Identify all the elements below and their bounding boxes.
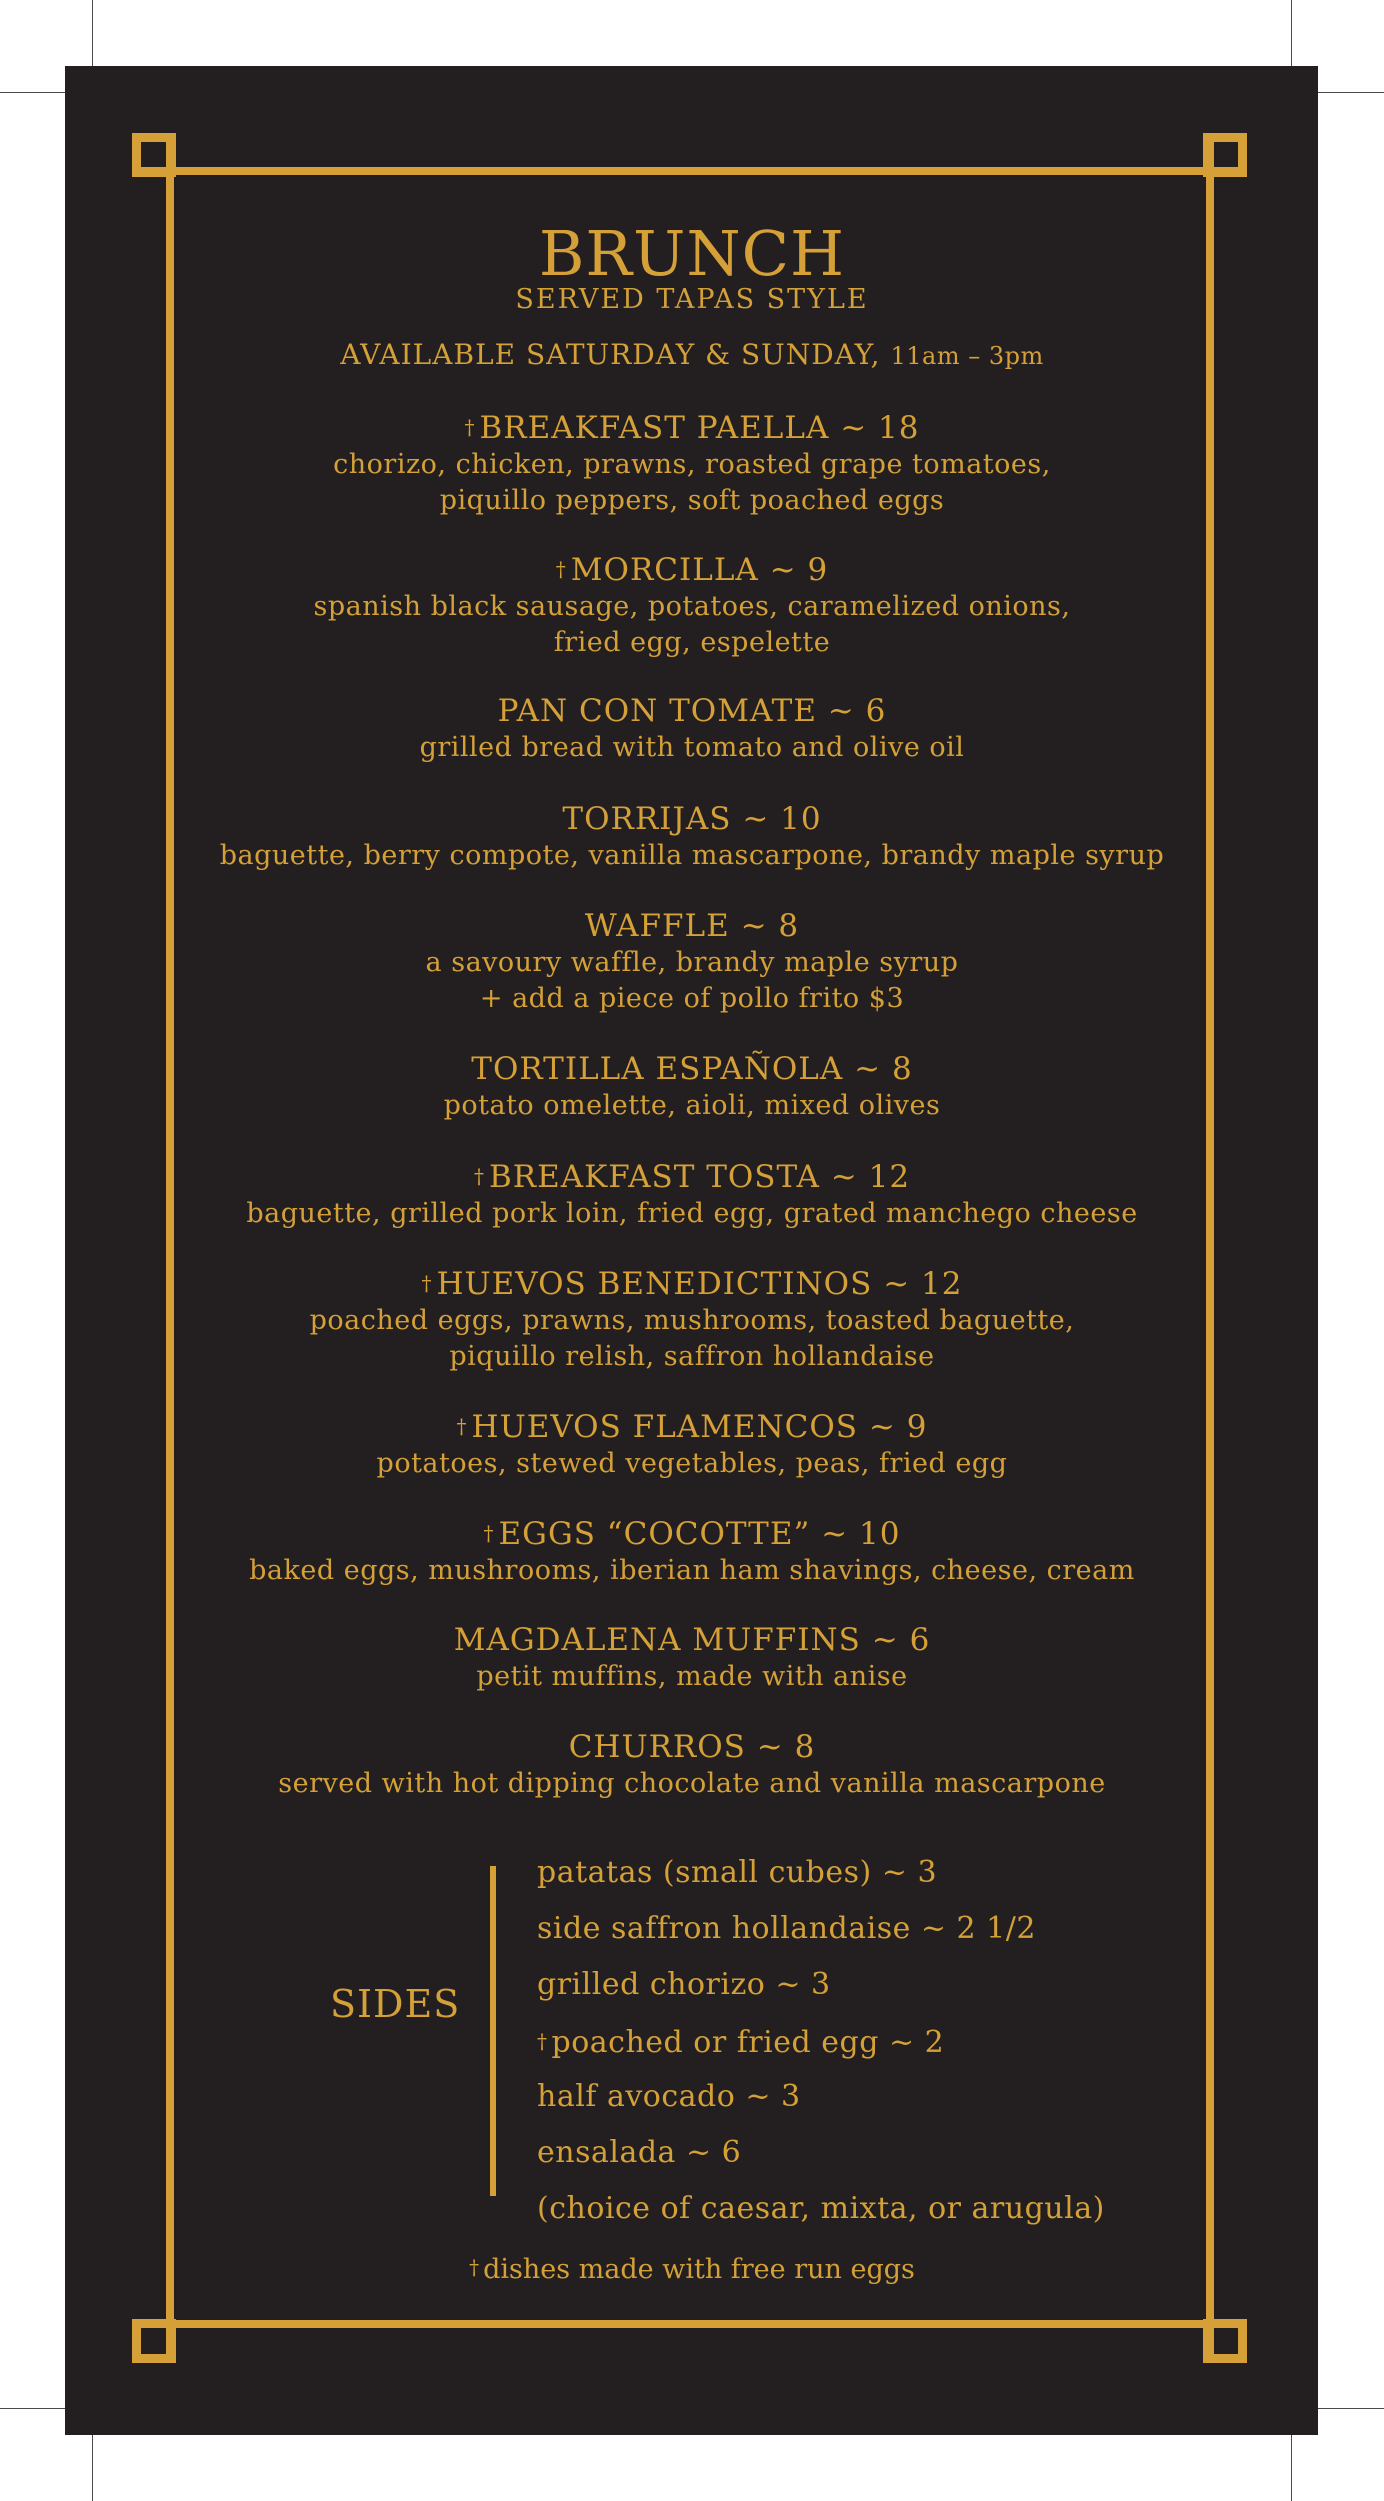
sides-label: SIDES <box>330 1982 461 2026</box>
menu-item <box>150 1514 1234 1589</box>
menu-item-description: potatoes, stewed vegetables, peas, fried egg <box>376 1448 1008 1479</box>
dagger-mark: † <box>469 2255 480 2279</box>
menu-item-title: CHURROS ~ 8 <box>568 1729 816 1765</box>
menu-item-name <box>150 408 1234 447</box>
crop-mark <box>1308 92 1384 93</box>
availability-hours: 11am – 3pm <box>890 342 1044 370</box>
side-item: patatas (small cubes) ~ 3 <box>537 1855 938 1890</box>
menu-item-name <box>150 1621 1234 1659</box>
menu-item-title: TORRIJAS ~ 10 <box>562 801 822 837</box>
menu-item <box>150 800 1234 874</box>
footnote-text: dishes made with free run eggs <box>483 2254 915 2285</box>
menu-item-description: piquillo peppers, soft poached eggs <box>439 485 945 516</box>
menu-item <box>150 408 1234 519</box>
menu-item-description: baguette, berry compote, vanilla mascarpone, brandy maple syrup <box>219 840 1165 871</box>
dagger-mark: † <box>464 415 476 439</box>
menu-item-description: spanish black sausage, potatoes, caramelized onions, <box>313 591 1071 622</box>
menu-item-description: chorizo, chicken, prawns, roasted grape tomatoes, <box>333 449 1051 480</box>
menu-item <box>150 550 1234 661</box>
frame-corner-top-right <box>1203 133 1247 177</box>
crop-mark <box>92 0 93 76</box>
menu-item-description: petit muffins, made with anise <box>476 1661 908 1692</box>
menu-item-title: PAN CON TOMATE ~ 6 <box>497 693 887 729</box>
menu-item-description: a savoury waffle, brandy maple syrup <box>425 947 959 978</box>
dagger-mark: † <box>537 2029 548 2053</box>
side-item: half avocado ~ 3 <box>537 2079 801 2114</box>
crop-mark <box>92 2425 93 2501</box>
menu-subtitle: SERVED TAPAS STYLE <box>515 284 869 315</box>
menu-item-title: BREAKFAST PAELLA ~ 18 <box>479 410 920 446</box>
menu-item-name <box>150 1407 1234 1446</box>
sides-divider <box>490 1866 496 2196</box>
menu-item-name <box>150 800 1234 838</box>
availability-line <box>150 338 1234 371</box>
frame-top-line <box>132 167 1247 175</box>
footnote <box>0 2254 1384 2285</box>
menu-item-description: piquillo relish, saffron hollandaise <box>449 1341 935 1372</box>
side-item: side saffron hollandaise ~ 2 1/2 <box>537 1911 1036 1946</box>
dagger-mark: † <box>421 1271 433 1295</box>
menu-item-name <box>150 550 1234 589</box>
menu-item-description: + add a piece of pollo frito $3 <box>479 983 905 1014</box>
sides-list <box>537 1845 1105 2237</box>
menu-item-name <box>150 1050 1234 1088</box>
menu-item-description: grilled bread with tomato and olive oil <box>419 732 965 763</box>
frame-bottom-line <box>132 2320 1247 2328</box>
menu-item-description: potato omelette, aioli, mixed olives <box>443 1090 941 1121</box>
menu-item <box>150 1728 1234 1802</box>
menu-item <box>150 692 1234 766</box>
menu-item-title: MAGDALENA MUFFINS ~ 6 <box>453 1622 931 1658</box>
menu-item-name <box>150 907 1234 945</box>
menu-item <box>150 907 1234 1017</box>
menu-item-title: HUEVOS FLAMENCOS ~ 9 <box>471 1409 928 1445</box>
menu-item-description: baguette, grilled pork loin, fried egg, grated manchego cheese <box>246 1198 1138 1229</box>
menu-item-title: MORCILLA ~ 9 <box>570 552 829 588</box>
menu-item-name <box>150 1728 1234 1766</box>
side-item: ensalada ~ 6 <box>537 2135 742 2170</box>
side-item <box>537 2013 1105 2069</box>
crop-mark <box>1291 2425 1292 2501</box>
menu-item-description: poached eggs, prawns, mushrooms, toasted baguette, <box>309 1305 1075 1336</box>
menu-item <box>150 1264 1234 1375</box>
menu-item-description: served with hot dipping chocolate and vanilla mascarpone <box>278 1768 1106 1799</box>
crop-mark <box>1308 2408 1384 2409</box>
frame-corner-top-left <box>132 133 176 177</box>
menu-item-title: HUEVOS BENEDICTINOS ~ 12 <box>436 1266 963 1302</box>
frame-corner-bottom-right <box>1203 2319 1247 2363</box>
menu-item-title: WAFFLE ~ 8 <box>584 908 800 944</box>
menu-item <box>150 1621 1234 1695</box>
menu-item-title: BREAKFAST TOSTA ~ 12 <box>488 1159 911 1195</box>
menu-item-title: TORTILLA ESPAÑOLA ~ 8 <box>471 1051 913 1087</box>
side-item-text: poached or fried egg ~ 2 <box>551 2025 945 2060</box>
dagger-mark: † <box>456 1414 468 1438</box>
crop-mark <box>1291 0 1292 76</box>
dagger-mark: † <box>473 1164 485 1188</box>
menu-item-description: fried egg, espelette <box>553 627 831 658</box>
menu-item-name <box>150 692 1234 730</box>
dagger-mark: † <box>483 1521 495 1545</box>
menu-item-name <box>150 1514 1234 1553</box>
availability-days: AVAILABLE SATURDAY & SUNDAY, <box>340 338 881 371</box>
menu-title: BRUNCH <box>538 217 846 290</box>
menu-item <box>150 1157 1234 1232</box>
menu-item-name <box>150 1157 1234 1196</box>
menu-item-name <box>150 1264 1234 1303</box>
side-item: (choice of caesar, mixta, or arugula) <box>537 2191 1105 2226</box>
side-item: grilled chorizo ~ 3 <box>537 1967 831 2002</box>
menu-item-description: baked eggs, mushrooms, iberian ham shavings, cheese, cream <box>249 1555 1135 1586</box>
menu-item <box>150 1050 1234 1124</box>
dagger-mark: † <box>555 557 567 581</box>
menu-item <box>150 1407 1234 1482</box>
menu-item-title: EGGS “COCOTTE” ~ 10 <box>498 1516 901 1552</box>
frame-corner-bottom-left <box>132 2319 176 2363</box>
